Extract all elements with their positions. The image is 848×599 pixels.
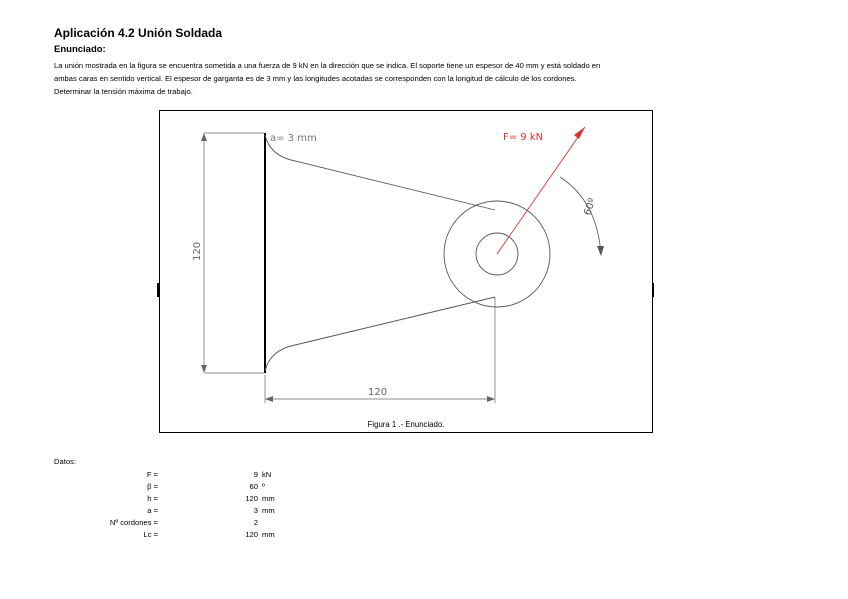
datos-label: Lc = bbox=[143, 530, 158, 539]
datos-value: 120 bbox=[245, 494, 258, 503]
bracket-top-edge bbox=[265, 135, 495, 210]
arrow-down bbox=[201, 365, 207, 373]
arrow-up bbox=[201, 133, 207, 141]
force-arrowhead bbox=[574, 127, 585, 139]
throat-label: a= 3 mm bbox=[270, 133, 317, 144]
problem-statement bbox=[54, 59, 814, 98]
statement-line: ambas caras en sentido vertical. El espesor de garganta es de 3 mm y las longitudes acotadas se corresponden con la longitud de cálculo de los cordones. bbox=[54, 74, 577, 83]
section-heading-enunciado: Enunciado: bbox=[54, 44, 106, 55]
statement-line: Determinar la tensión máxima de trabajo. bbox=[54, 87, 193, 96]
datos-label: β = bbox=[147, 482, 158, 491]
datos-label: F = bbox=[146, 470, 158, 479]
datos-unit: mm bbox=[262, 506, 275, 515]
figure-frame bbox=[159, 110, 653, 433]
force-vector bbox=[497, 127, 585, 254]
frame-marker-right bbox=[652, 283, 654, 297]
bracket-bottom-edge bbox=[265, 297, 495, 371]
force-label: F= 9 kN bbox=[503, 132, 544, 143]
datos-unit: kN bbox=[262, 470, 272, 479]
arrow-right bbox=[487, 396, 495, 402]
datos-unit: mm bbox=[262, 530, 275, 539]
datos-label: Nº cordones = bbox=[109, 518, 158, 527]
figure-caption: Figura 1 .- Enunciado. bbox=[367, 420, 445, 429]
angle-arrowhead bbox=[597, 246, 604, 256]
angle-arc bbox=[560, 177, 601, 254]
weld-drawing bbox=[160, 111, 654, 434]
arrow-left bbox=[265, 396, 273, 402]
datos-heading: Datos: bbox=[54, 457, 76, 466]
frame-marker-left bbox=[157, 283, 159, 297]
datos-value: 2 bbox=[253, 518, 258, 527]
datos-unit: mm bbox=[262, 494, 275, 503]
datos-label: h = bbox=[147, 494, 158, 503]
datos-value: 120 bbox=[245, 530, 258, 539]
height-label: 120 bbox=[192, 241, 203, 261]
datos-value: 3 bbox=[253, 506, 258, 515]
length-label: 120 bbox=[368, 387, 388, 398]
statement-line: La unión mostrada en la figura se encuentra sometida a una fuerza de 9 kN en la dirección que se indica. El soporte tiene un espesor de 40 mm y está soldado en bbox=[54, 61, 601, 70]
datos-value: 9 bbox=[253, 470, 258, 479]
datos-label: a = bbox=[147, 506, 158, 515]
datos-unit: º bbox=[262, 482, 265, 491]
datos-value: 60 bbox=[249, 482, 258, 491]
page-title: Aplicación 4.2 Unión Soldada bbox=[54, 26, 223, 40]
angle-label: 60º bbox=[582, 196, 599, 218]
